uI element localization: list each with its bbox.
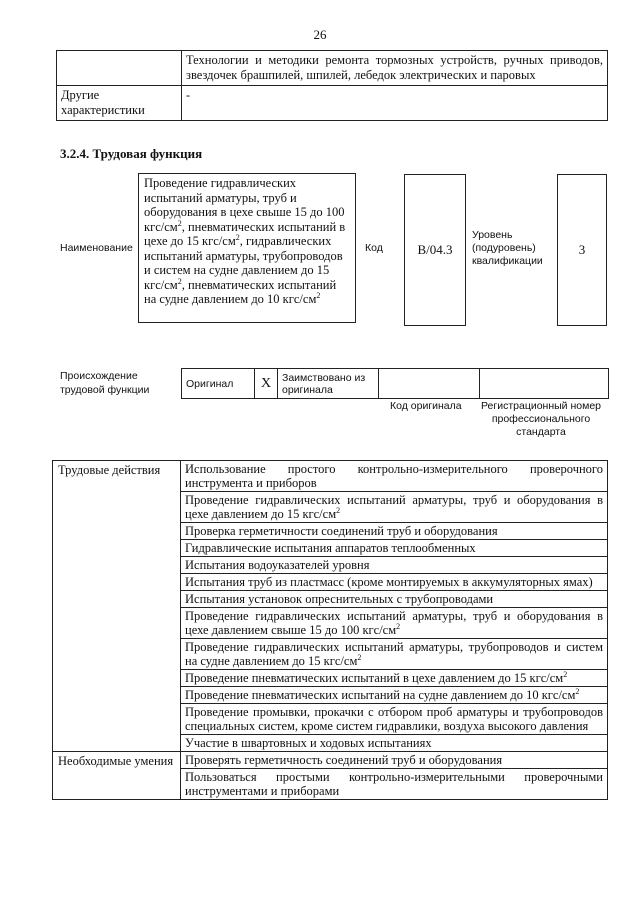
labor-action-item: Испытания труб из пластмасс (кроме монтируемых в аккумуляторных ямах) xyxy=(181,574,608,591)
superscript: 2 xyxy=(177,218,182,228)
empty-cell xyxy=(57,51,182,86)
original-mark: X xyxy=(255,369,278,399)
labor-action-item: Проведение гидравлических испытаний арматуры, труб и оборудования в цехе давлением до 15 кгс/$см^2$ xyxy=(181,492,608,523)
labor-action-item: Испытания водоуказателей уровня xyxy=(181,557,608,574)
labor-action-item: Испытания установок опреснительных с трубопроводами xyxy=(181,591,608,608)
labor-action-item: Проведение пневматических испытаний на судне давлением до 10 кгс/$см^2$ xyxy=(181,687,608,704)
page-number: 26 xyxy=(313,27,327,42)
labor-actions-label: Трудовые действия xyxy=(53,461,181,752)
code-original-cell xyxy=(379,369,480,399)
original-label: Оригинал xyxy=(182,369,255,399)
other-characteristics-value: - xyxy=(182,86,608,121)
skills-label: Необходимые умения xyxy=(53,752,181,800)
labor-action-item: Гидравлические испытания аппаратов теплообменных xyxy=(181,540,608,557)
name-label: Наименование xyxy=(60,242,133,254)
superscript: 2 xyxy=(177,276,182,286)
superscript: 2 xyxy=(316,290,321,300)
characteristics-table xyxy=(56,50,608,121)
skill-item: Проверять герметичность соединений труб и оборудования xyxy=(181,752,608,769)
level-label: Уровень (подуровень) квалификации xyxy=(472,229,543,267)
superscript: 2 xyxy=(235,232,240,242)
skill-item: Пользоваться простыми контрольно-измерительными проверочными инструментами и приборами xyxy=(181,769,608,800)
knowledge-cell: Технологии и методики ремонта тормозных устройств, ручных приводов, звездочек брашпилей, шпилей, лебедок электрических и паровых xyxy=(182,51,608,86)
function-name-part: Проведение гидравлических испытаний арматуры, труб и оборудования в цехе свыше 15 до 100 кгс/см xyxy=(144,176,345,234)
level-value-box: 3 xyxy=(557,174,607,326)
code-value-box: B/04.3 xyxy=(404,174,466,326)
function-name-part: , пневматических испытаний в цехе до 15 кгс/см xyxy=(144,219,346,248)
labor-action-item: Участие в швартовных и ходовых испытаниях xyxy=(181,735,608,752)
labor-action-item: Проведение промывки, прокачки с отбором проб арматуры и трубопроводов специальных систем, кроме систем гидравлики, воздуха высокого давления xyxy=(181,704,608,735)
labor-action-item: Проверка герметичности соединений труб и оборудования xyxy=(181,523,608,540)
labor-action-item: Проведение пневматических испытаний в цехе давлением до 15 кгс/$см^2$ xyxy=(181,670,608,687)
table-row xyxy=(53,461,608,492)
function-name-part: , гидравлических испытаний арматуры, трубопроводов и систем на судне давлением до 15 кгс/см xyxy=(144,234,343,292)
table-row xyxy=(57,86,608,121)
code-label: Код xyxy=(365,242,383,254)
labor-action-item: Проведение гидравлических испытаний арматуры, трубопроводов и систем на судне давлением до 15 кгс/$см^2$ xyxy=(181,639,608,670)
reg-number-caption: Регистрационный номер профессионального стандарта xyxy=(481,400,601,438)
origin-label: Происхождение трудовой функции xyxy=(60,370,150,396)
function-name-part: , пневматических испытаний на судне давлением до 10 кгс/см xyxy=(144,277,337,306)
labor-action-item: Проведение гидравлических испытаний арматуры, труб и оборудования в цехе давлением свыше 15 до 100 кгс/$см^2$ xyxy=(181,608,608,639)
labor-action-item: Использование простого контрольно-измерительного проверочного инструмента и приборов xyxy=(181,461,608,492)
function-name-box xyxy=(138,173,356,323)
reg-number-cell xyxy=(480,369,609,399)
origin-table xyxy=(181,368,609,399)
other-characteristics-label: Другие характеристики xyxy=(57,86,182,121)
borrowed-label: Заимствовано из оригинала xyxy=(278,369,379,399)
section-heading: 3.2.4. Трудовая функция xyxy=(60,146,203,161)
table-row xyxy=(57,51,608,86)
labor-function-table xyxy=(52,460,608,800)
table-row xyxy=(53,752,608,769)
code-original-caption: Код оригинала xyxy=(390,400,462,412)
table-row xyxy=(182,369,609,399)
